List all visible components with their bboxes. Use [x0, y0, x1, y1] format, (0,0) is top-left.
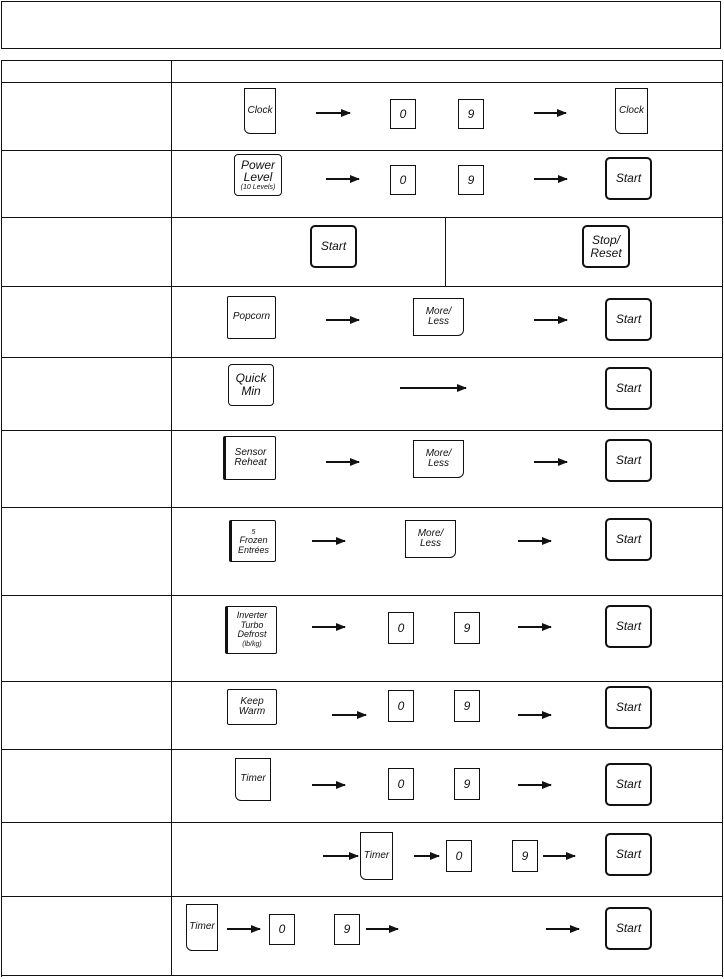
digit-label: 9 — [467, 106, 475, 121]
power-level-label-1: Power — [240, 157, 275, 172]
start-key-label: Start — [615, 921, 642, 936]
digit-9-key[interactable] — [454, 690, 480, 722]
digit-label: 0 — [278, 922, 286, 937]
digit-9-key[interactable] — [458, 99, 484, 129]
more-less-label-1: More/ — [425, 305, 452, 317]
digit-label: 0 — [397, 698, 405, 713]
digit-label: 9 — [463, 776, 471, 791]
turbo-defrost-key[interactable] — [225, 606, 277, 654]
more-less-key[interactable] — [405, 520, 456, 558]
frozen-entrees-key[interactable] — [229, 520, 276, 562]
digit-0-key[interactable] — [269, 914, 295, 945]
digit-0-key[interactable] — [388, 690, 414, 722]
clock-key-label: Clock — [247, 104, 273, 116]
more-less-key[interactable] — [413, 440, 464, 478]
digit-label: 9 — [521, 848, 529, 863]
digit-0-key[interactable] — [390, 165, 416, 195]
start-key[interactable] — [605, 367, 652, 410]
stop-reset-label-2: Reset — [590, 245, 622, 260]
start-key-label: Start — [615, 171, 642, 186]
timer-key[interactable] — [235, 758, 271, 801]
sensor-reheat-key[interactable] — [223, 436, 276, 480]
keep-warm-label-2: Warm — [238, 706, 266, 717]
digit-label: 0 — [399, 172, 407, 187]
frozen-label-3: Entrées — [237, 544, 270, 555]
start-key-label: Start — [615, 777, 642, 792]
digit-label: 0 — [455, 848, 463, 863]
sensor-reheat-label-1: Sensor — [234, 446, 267, 458]
digit-0-key[interactable] — [388, 768, 414, 800]
start-key[interactable] — [605, 763, 652, 806]
start-key-label: Start — [615, 312, 642, 327]
clock-key-label: Clock — [618, 104, 644, 116]
start-key[interactable] — [605, 605, 652, 648]
power-level-sublabel: (10 Levels) — [240, 183, 276, 191]
quick-min-label-2: Min — [241, 384, 261, 398]
quick-min-label-1: Quick — [235, 371, 267, 386]
keep-warm-label-1: Keep — [240, 695, 264, 707]
start-key-label: Start — [320, 239, 347, 254]
frozen-label-2: Frozen — [239, 535, 268, 546]
clock-key[interactable] — [615, 88, 648, 134]
more-less-label-2: Less — [427, 458, 450, 469]
timer-key-label: Timer — [189, 921, 215, 933]
start-key-label: Start — [615, 381, 642, 396]
start-key[interactable] — [605, 907, 652, 950]
start-key[interactable] — [605, 298, 652, 341]
digit-0-key[interactable] — [388, 612, 414, 644]
start-key[interactable] — [605, 157, 652, 200]
digit-label: 9 — [463, 698, 471, 713]
digit-9-key[interactable] — [334, 914, 360, 945]
popcorn-key-label: Popcorn — [232, 311, 271, 323]
defrost-label-1: Inverter — [236, 610, 268, 621]
timer-key[interactable] — [360, 832, 393, 880]
start-key-label: Start — [615, 619, 642, 634]
start-key-label: Start — [615, 532, 642, 547]
start-key-label: Start — [615, 847, 642, 862]
digit-0-key[interactable] — [446, 840, 472, 872]
power-level-label-2: Level — [243, 170, 273, 185]
start-key[interactable] — [310, 225, 357, 268]
digit-label: 0 — [397, 620, 405, 635]
power-level-key[interactable] — [234, 154, 282, 196]
digit-label: 0 — [397, 776, 405, 791]
start-key[interactable] — [605, 518, 652, 561]
digit-label: 9 — [463, 620, 471, 635]
digit-9-key[interactable] — [454, 612, 480, 644]
stop-reset-key[interactable] — [582, 225, 630, 268]
more-less-key[interactable] — [413, 298, 464, 336]
sensor-reheat-label-2: Reheat — [234, 457, 267, 468]
timer-key-label: Timer — [240, 773, 266, 785]
digit-9-key[interactable] — [512, 840, 538, 872]
defrost-label-2: Turbo — [240, 619, 264, 630]
start-key[interactable] — [605, 686, 652, 729]
digit-label: 9 — [467, 172, 475, 187]
keep-warm-key[interactable] — [227, 689, 277, 725]
stop-reset-label-1: Stop/ — [591, 232, 620, 247]
digit-label: 0 — [399, 106, 407, 121]
clock-key[interactable] — [244, 88, 276, 134]
digit-label: 9 — [343, 922, 351, 937]
start-key-label: Start — [615, 700, 642, 715]
frozen-label-1: 5 — [251, 528, 256, 536]
more-less-label-1: More/ — [425, 447, 452, 459]
digit-0-key[interactable] — [390, 99, 416, 129]
more-less-label-2: Less — [419, 538, 442, 549]
digit-9-key[interactable] — [458, 165, 484, 195]
timer-key[interactable] — [186, 904, 218, 951]
timer-key-label: Timer — [363, 849, 390, 861]
more-less-label-1: More/ — [417, 527, 444, 539]
popcorn-key[interactable] — [227, 296, 276, 339]
more-less-label-2: Less — [427, 316, 450, 327]
defrost-label-3: Defrost — [237, 629, 267, 639]
defrost-label-4: (lb/kg) — [242, 641, 262, 649]
quick-min-key[interactable] — [228, 364, 274, 406]
digit-9-key[interactable] — [454, 768, 480, 800]
start-key[interactable] — [605, 439, 652, 482]
start-key[interactable] — [605, 833, 652, 876]
start-key-label: Start — [615, 453, 642, 468]
